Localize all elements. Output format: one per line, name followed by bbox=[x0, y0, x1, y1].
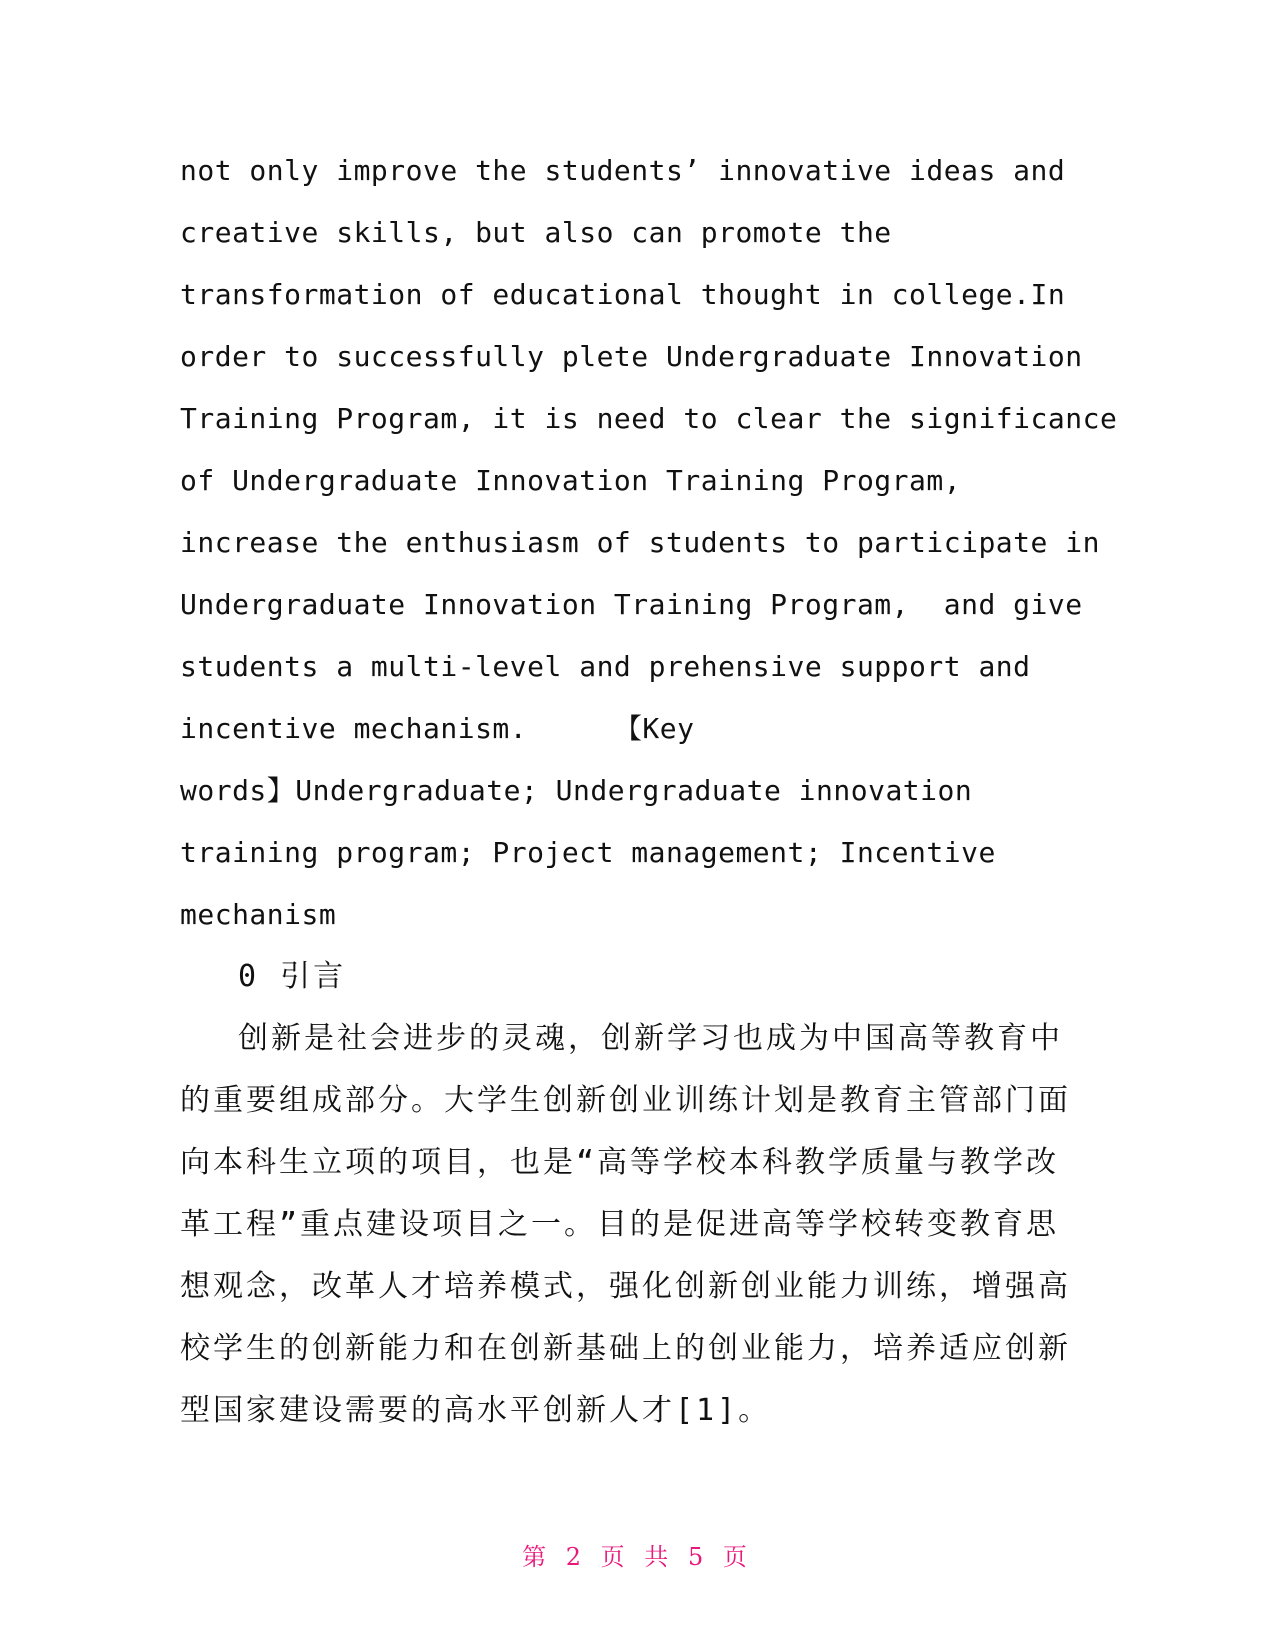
paragraph-line: 型国家建设需要的高水平创新人才[1]。 bbox=[180, 1393, 772, 1428]
keywords-line: mechanism bbox=[180, 898, 337, 931]
abstract-line: transformation of educational thought in college.In bbox=[180, 278, 1066, 311]
abstract-line: Training Program, it is need to clear the significance bbox=[180, 402, 1118, 435]
keywords-line: training program; Project management; Incentive bbox=[180, 836, 996, 869]
abstract-line: of Undergraduate Innovation Training Program, bbox=[180, 464, 962, 497]
keywords-line: words】Undergraduate; Undergraduate innovation bbox=[180, 774, 973, 807]
paragraph-line: 革工程”重点建设项目之一。目的是促进高等学校转变教育思 bbox=[180, 1207, 1060, 1242]
paragraph-line: 想观念，改革人才培养模式，强化创新创业能力训练，增强高 bbox=[180, 1269, 1071, 1304]
abstract-line: creative skills, but also can promote the bbox=[180, 216, 892, 249]
paragraph-line: 向本科生立项的项目，也是“高等学校本科教学质量与教学改 bbox=[180, 1145, 1060, 1180]
paragraph-line: 的重要组成部分。大学生创新创业训练计划是教育主管部门面 bbox=[180, 1083, 1071, 1118]
section-heading: 0 引言 bbox=[238, 959, 347, 994]
abstract-line: incentive mechanism. 【Key bbox=[180, 712, 695, 745]
paragraph-line: 创新是社会进步的灵魂，创新学习也成为中国高等教育中 bbox=[238, 1021, 1063, 1056]
paragraph-line: 校学生的创新能力和在创新基础上的创业能力，培养适应创新 bbox=[180, 1331, 1071, 1366]
body-text bbox=[180, 140, 1118, 1442]
abstract-line: order to successfully plete Undergraduate Innovation bbox=[180, 340, 1083, 373]
abstract-line: students a multi-level and prehensive support and bbox=[180, 650, 1031, 683]
abstract-line: not only improve the students’ innovative ideas and bbox=[180, 154, 1066, 187]
abstract-line: increase the enthusiasm of students to participate in bbox=[180, 526, 1100, 559]
abstract-line: Undergraduate Innovation Training Program, and give bbox=[180, 588, 1083, 621]
page-footer: 第 2 页 共 5 页 bbox=[522, 1543, 753, 1571]
